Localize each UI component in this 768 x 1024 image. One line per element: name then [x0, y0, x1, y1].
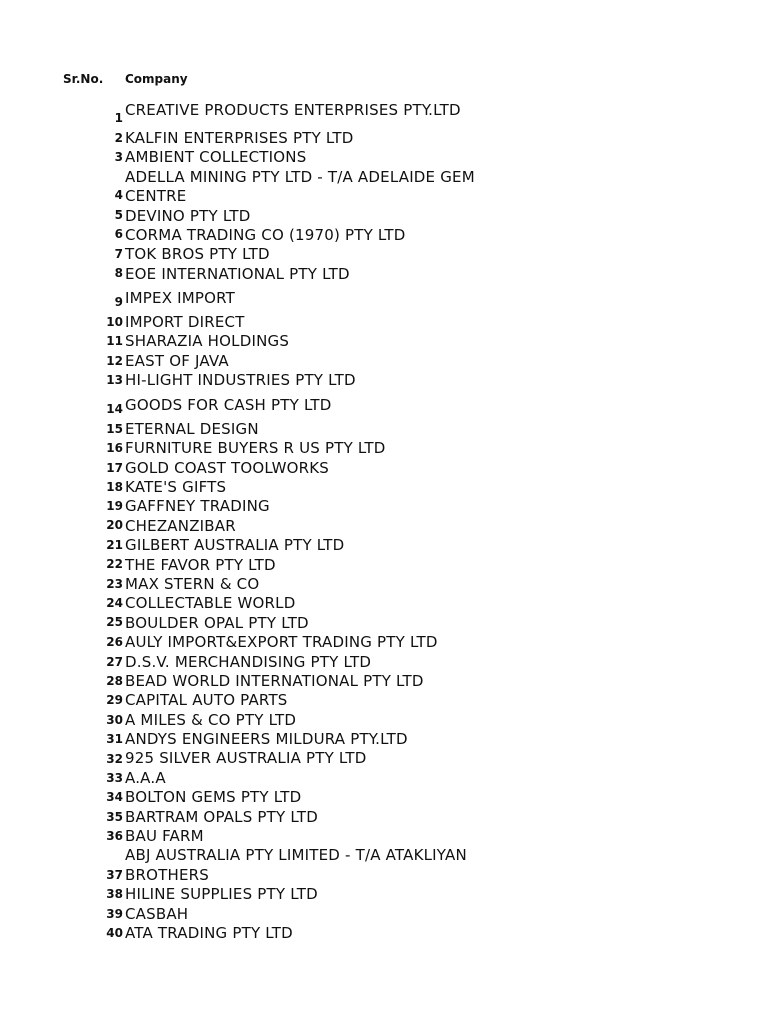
- row-number: 37: [106, 868, 123, 882]
- company-name: TOK BROS PTY LTD: [125, 245, 270, 263]
- column-header-company: Company: [125, 72, 188, 86]
- company-name: 925 SILVER AUSTRALIA PTY LTD: [125, 749, 367, 767]
- company-name: A.A.A: [125, 769, 166, 787]
- company-name: BARTRAM OPALS PTY LTD: [125, 808, 318, 826]
- company-name: HILINE SUPPLIES PTY LTD: [125, 885, 318, 903]
- company-name: ANDYS ENGINEERS MILDURA PTY.LTD: [125, 730, 408, 748]
- company-name: KALFIN ENTERPRISES PTY LTD: [125, 129, 354, 147]
- company-name: DEVINO PTY LTD: [125, 207, 251, 225]
- row-number: 39: [106, 907, 123, 921]
- company-name: BEAD WORLD INTERNATIONAL PTY LTD: [125, 672, 424, 690]
- row-number: 20: [106, 518, 123, 532]
- row-number: 30: [106, 713, 123, 727]
- row-number: 25: [106, 615, 123, 629]
- row-number: 22: [106, 557, 123, 571]
- company-name: ABJ AUSTRALIA PTY LIMITED - T/A ATAKLIYAN: [125, 846, 467, 864]
- row-number: 11: [106, 334, 123, 348]
- row-number: 35: [106, 810, 123, 824]
- company-name: BOULDER OPAL PTY LTD: [125, 614, 309, 632]
- company-name: ETERNAL DESIGN: [125, 420, 259, 438]
- company-name: A MILES & CO PTY LTD: [125, 711, 297, 729]
- row-number: 1: [114, 111, 123, 125]
- company-name: IMPEX IMPORT: [125, 289, 236, 307]
- company-name: HI-LIGHT INDUSTRIES PTY LTD: [125, 371, 356, 389]
- row-number: 5: [114, 208, 123, 222]
- company-name: THE FAVOR PTY LTD: [125, 556, 276, 574]
- row-number: 14: [106, 402, 123, 416]
- company-name: SHARAZIA HOLDINGS: [125, 332, 290, 350]
- row-number: 28: [106, 674, 123, 688]
- company-name: CHEZANZIBAR: [125, 517, 236, 535]
- company-name: CAPITAL AUTO PARTS: [125, 691, 288, 709]
- row-number: 10: [106, 315, 123, 329]
- row-number: 18: [106, 480, 123, 494]
- row-number: 6: [114, 227, 123, 241]
- company-name: GILBERT AUSTRALIA PTY LTD: [125, 536, 345, 554]
- company-name: BOLTON GEMS PTY LTD: [125, 788, 302, 806]
- company-name: BROTHERS: [125, 866, 209, 884]
- row-number: 16: [106, 441, 123, 455]
- row-number: 9: [114, 295, 123, 309]
- row-number: 17: [106, 461, 123, 475]
- company-name: CENTRE: [125, 187, 187, 205]
- company-name: AMBIENT COLLECTIONS: [125, 148, 307, 166]
- row-number: 19: [106, 499, 123, 513]
- company-name: GOLD COAST TOOLWORKS: [125, 459, 330, 477]
- row-number: 40: [106, 926, 123, 940]
- row-number: 2: [114, 131, 123, 145]
- row-number: 7: [114, 247, 123, 261]
- company-name: GOODS FOR CASH PTY LTD: [125, 396, 332, 414]
- row-number: 21: [106, 538, 123, 552]
- row-number: 24: [106, 596, 123, 610]
- column-header-srno: Sr.No.: [63, 72, 104, 86]
- row-number: 12: [106, 354, 123, 368]
- row-number: 38: [106, 887, 123, 901]
- row-number: 3: [114, 150, 123, 164]
- company-name: GAFFNEY TRADING: [125, 497, 270, 515]
- company-name: AULY IMPORT&EXPORT TRADING PTY LTD: [125, 633, 438, 651]
- company-name: IMPORT DIRECT: [125, 313, 245, 331]
- company-name: COLLECTABLE WORLD: [125, 594, 296, 612]
- company-name: ATA TRADING PTY LTD: [125, 924, 293, 942]
- company-name: D.S.V. MERCHANDISING PTY LTD: [125, 653, 372, 671]
- row-number: 26: [106, 635, 123, 649]
- row-number: 36: [106, 829, 123, 843]
- row-number: 32: [106, 752, 123, 766]
- row-number: 27: [106, 655, 123, 669]
- company-name: CORMA TRADING CO (1970) PTY LTD: [125, 226, 406, 244]
- row-number: 8: [114, 266, 123, 280]
- row-number: 29: [106, 693, 123, 707]
- row-number: 23: [106, 577, 123, 591]
- row-number: 34: [106, 790, 123, 804]
- company-name: BAU FARM: [125, 827, 204, 845]
- row-number: 31: [106, 732, 123, 746]
- row-number: 4: [114, 188, 123, 202]
- row-number: 33: [106, 771, 123, 785]
- company-name: MAX STERN & CO: [125, 575, 260, 593]
- company-name: FURNITURE BUYERS R US PTY LTD: [125, 439, 386, 457]
- company-name: ADELLA MINING PTY LTD - T/A ADELAIDE GEM: [125, 168, 475, 186]
- company-name: CREATIVE PRODUCTS ENTERPRISES PTY.LTD: [125, 101, 461, 119]
- company-name: EOE INTERNATIONAL PTY LTD: [125, 265, 350, 283]
- company-name: EAST OF JAVA: [125, 352, 229, 370]
- company-name: CASBAH: [125, 905, 189, 923]
- company-name: KATE'S GIFTS: [125, 478, 227, 496]
- row-number: 15: [106, 422, 123, 436]
- row-number: 13: [106, 373, 123, 387]
